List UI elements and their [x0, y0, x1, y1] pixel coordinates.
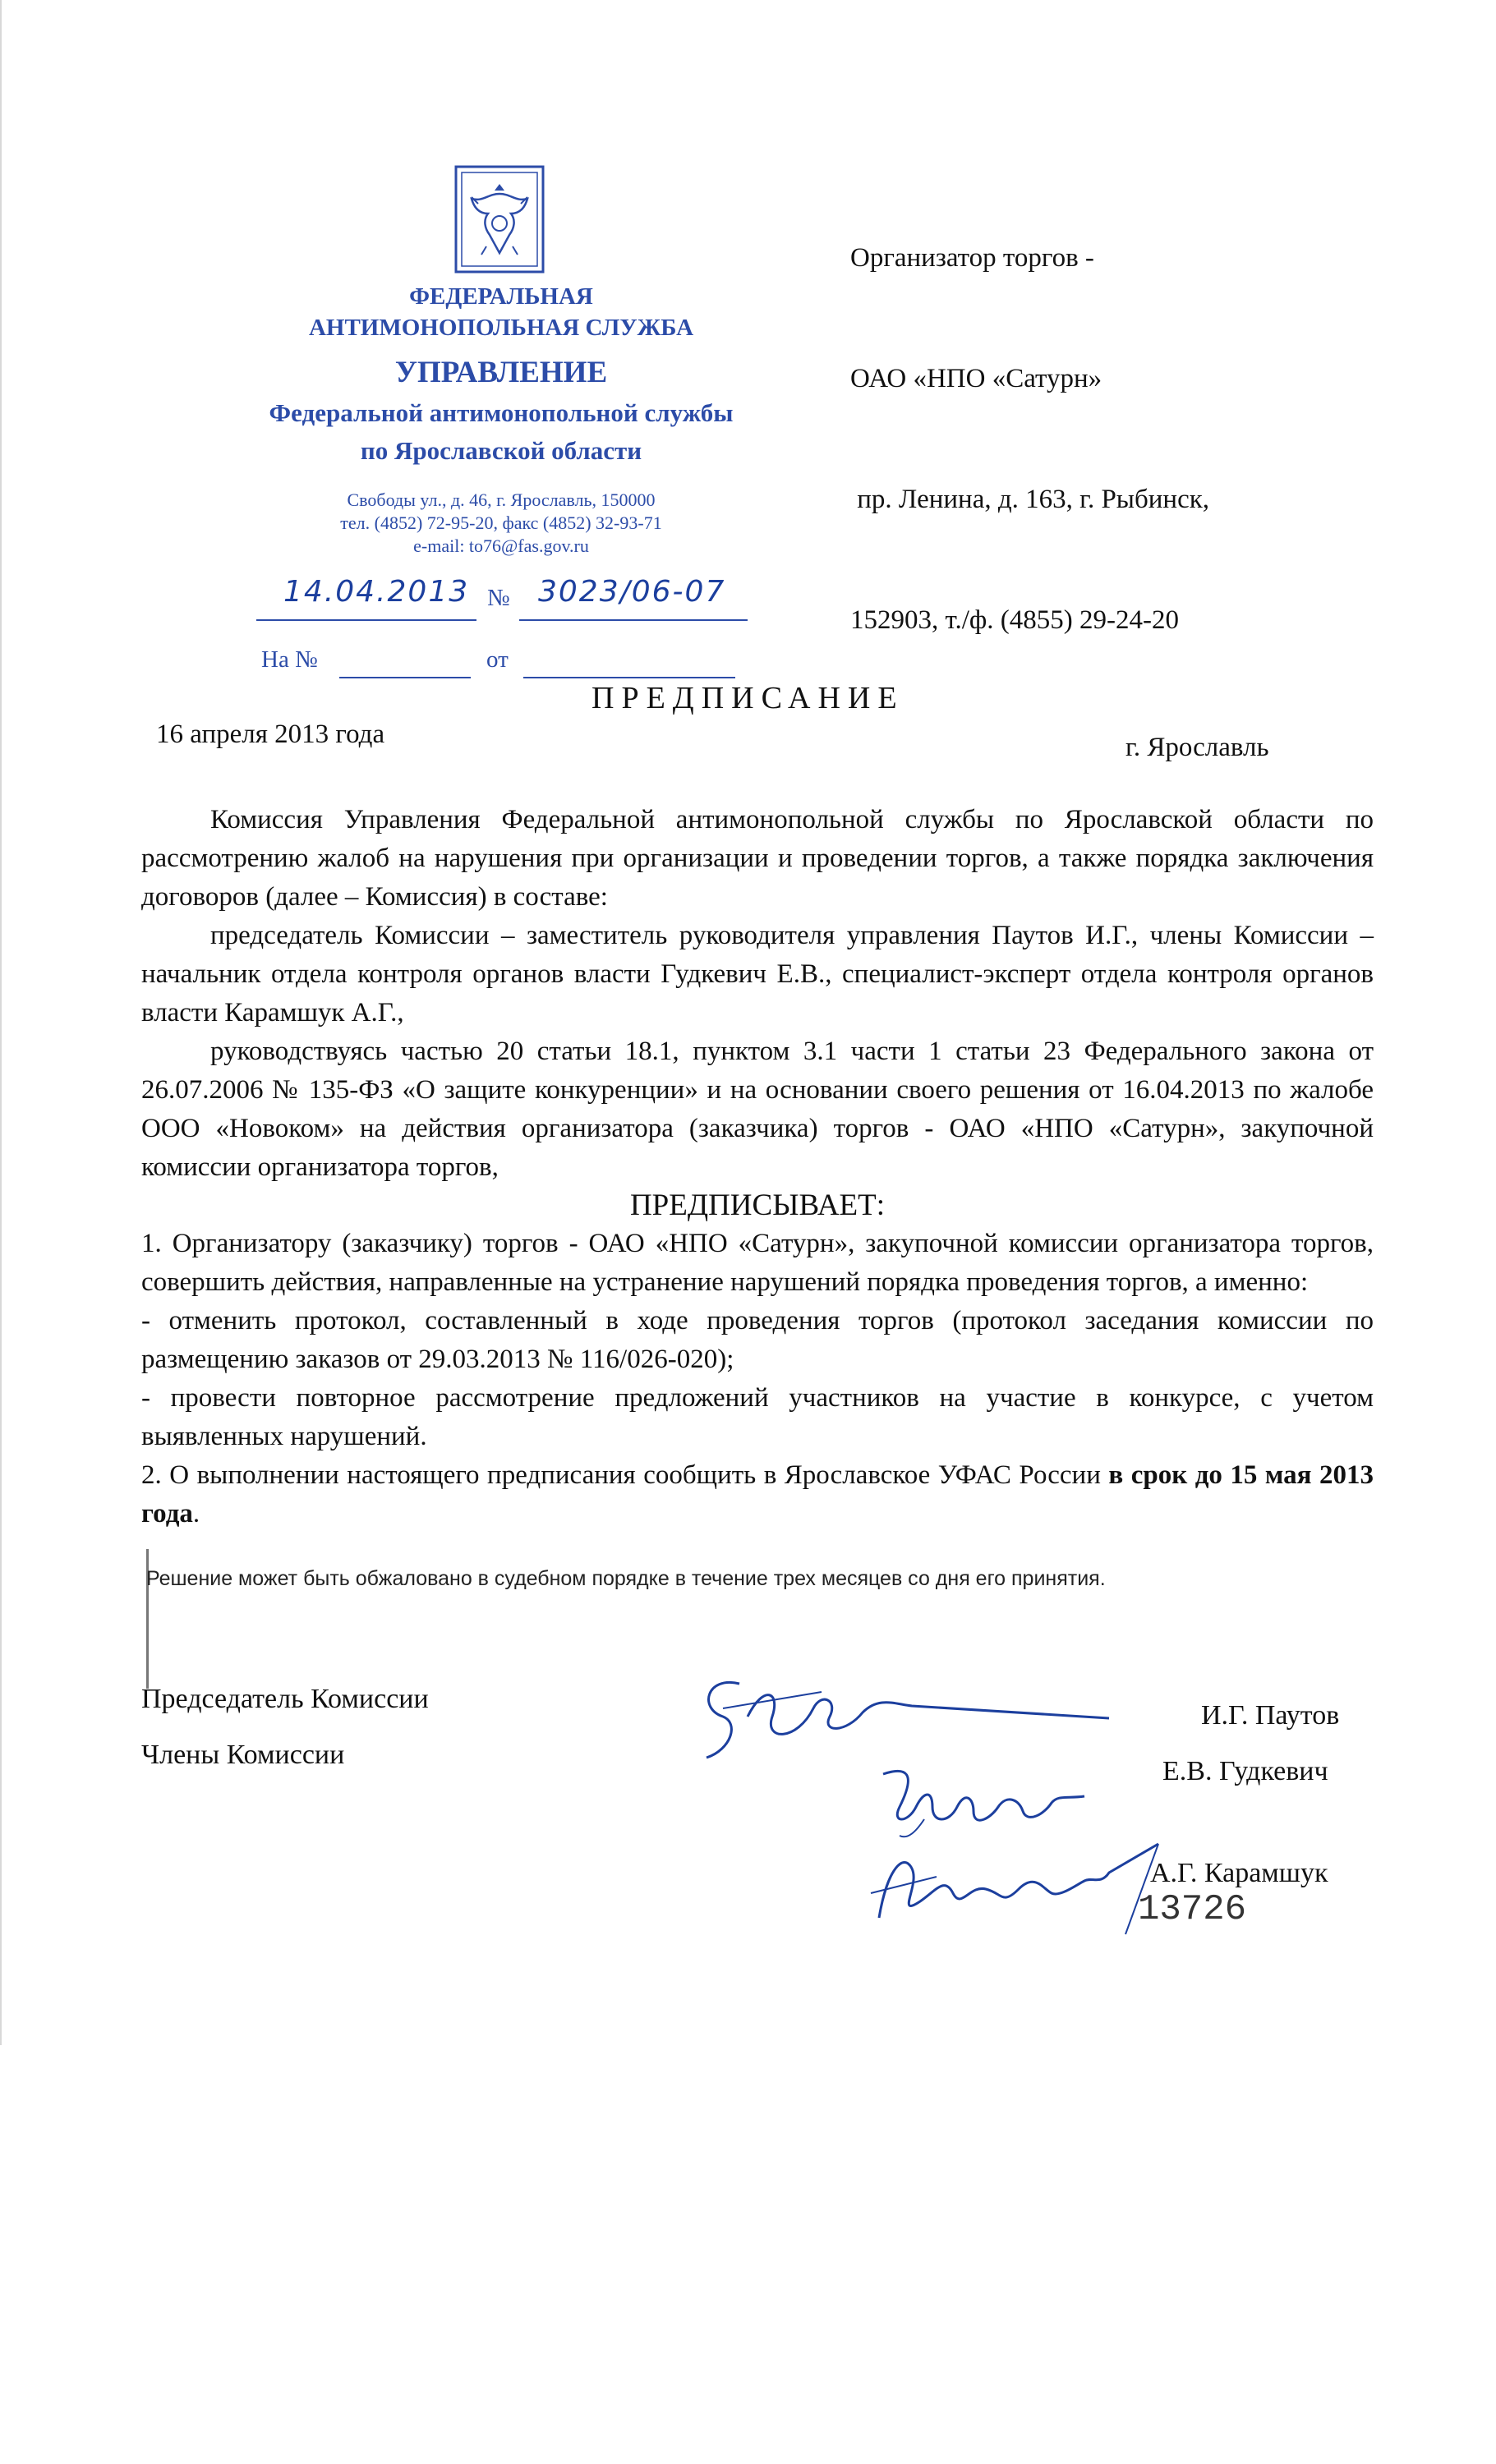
addressee-block — [850, 158, 1343, 681]
ref-from-line — [523, 642, 735, 678]
reg-date-handwritten: 14.04.2013 — [283, 575, 470, 609]
department-subtitle-line1: Федеральной антимонопольной службы — [269, 398, 734, 427]
department-subtitle — [197, 394, 805, 470]
item-1a: - отменить протокол, составленный в ходе проведения торгов (протокол заседания комиссии по размещению заказов от 29.03.2013 № 116/026-020); — [141, 1306, 1374, 1374]
item-2-deadline: в срок до 15 мая 2013 года — [141, 1460, 1374, 1529]
addressee-line2: ОАО «НПО «Сатурн» — [850, 364, 1102, 393]
document-city: г. Ярославль — [1125, 733, 1269, 762]
scan-edge-line — [0, 0, 2, 2045]
agency-name — [271, 281, 731, 343]
document-date: 16 апреля 2013 года — [156, 719, 385, 749]
paragraph-composition: председатель Комиссии – заместитель руководителя управления Паутов И.Г., члены Комиссии – начальник отдела контроля органов власти Гудкевич Е.В., специалист-эксперт отдела контроля органов власти Карамшук А.Г., — [141, 921, 1374, 1027]
department-title: УПРАВЛЕНИЕ — [394, 356, 608, 389]
department-subtitle-line2: по Ярославской области — [360, 436, 642, 465]
address-line1: Свободы ул., д. 46, г. Ярославль, 150000 — [347, 490, 656, 510]
ref-number-label: На № — [261, 646, 318, 673]
paragraph-commission: Комиссия Управления Федеральной антимонопольной службы по Ярославской области по рассмотрению жалоб на нарушения при организации и проведении торгов, а также порядка заключения договоров (далее – Комиссия) в составе: — [141, 805, 1374, 912]
addressee-line4: 152903, т./ф. (4855) 29-24-20 — [850, 605, 1179, 635]
member2-name: А.Г. Карамшук — [1150, 1858, 1328, 1888]
addressee-line1: Организатор торгов - — [850, 243, 1094, 273]
document-body — [141, 801, 1374, 1533]
agency-address — [271, 489, 731, 558]
document-title: ПРЕДПИСАНИЕ — [591, 681, 905, 715]
member1-name: Е.В. Гудкевич — [1162, 1756, 1328, 1786]
item-1: 1. Организатору (заказчику) торгов - ОАО «НПО «Сатурн», закупочной комиссии организатора торгов, совершить действия, направленные на устранение нарушений порядка проведения торгов, а именно: — [141, 1229, 1374, 1297]
ref-from-label: от — [486, 646, 509, 673]
addressee-line3: пр. Ленина, д. 163, г. Рыбинск, — [850, 485, 1210, 514]
address-line2: тел. (4852) 72-95-20, факс (4852) 32-93-71 — [340, 513, 662, 533]
paragraph-grounds: руководствуясь частью 20 статьи 18.1, пунктом 3.1 части 1 статьи 23 Федерального закона от 26.07.2006 № 135-ФЗ «О защите конкуренции» и на основании своего решения от 16.04.2013 по жалобе ООО «Новоком» на действия организатора (заказчика) торгов - ОАО «НПО «Сатурн», закупочной комиссии организатора торгов, — [141, 1037, 1374, 1182]
chair-name: И.Г. Паутов — [1201, 1700, 1340, 1731]
coat-of-arms-icon — [453, 164, 545, 274]
ref-number-line — [339, 642, 471, 678]
agency-name-line1: ФЕДЕРАЛЬНАЯ — [409, 283, 593, 310]
reg-number-handwritten: 3023/06-07 — [538, 575, 726, 609]
item-1b: - провести повторное рассмотрение предложений участников на участие в конкурсе, с учетом выявленных нарушений. — [141, 1383, 1374, 1451]
chair-label: Председатель Комиссии — [141, 1684, 429, 1714]
address-line3: e-mail: to76@fas.gov.ru — [413, 536, 589, 556]
members-label: Члены Комиссии — [141, 1740, 345, 1770]
stamp-number: 13726 — [1138, 1889, 1247, 1930]
member2-signature-icon — [854, 1827, 1183, 1951]
agency-name-line2: АНТИМОНОПОЛЬНАЯ СЛУЖБА — [308, 315, 694, 341]
appeal-notice: Решение может быть обжаловано в судебном порядке в течение трех месяцев со дня его принятия. — [146, 1567, 1106, 1590]
decree-heading: ПРЕДПИСЫВАЕТ: — [629, 1188, 886, 1222]
item-2 — [141, 1456, 1374, 1533]
item-2-text: 2. О выполнении настоящего предписания сообщить в Ярославское УФАС России — [141, 1460, 1109, 1490]
reg-number-label: № — [487, 585, 510, 611]
item-2-end: . — [192, 1499, 200, 1529]
